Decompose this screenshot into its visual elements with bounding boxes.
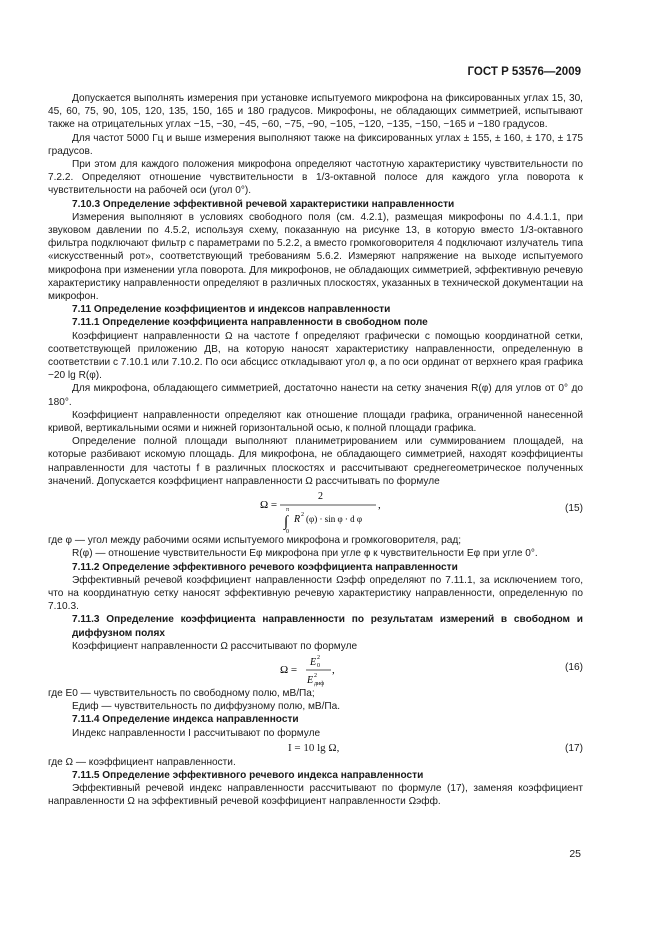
- paragraph: Коэффициент направленности Ω рассчитывают по формуле: [72, 640, 358, 652]
- formula-number: (17): [565, 742, 583, 754]
- formula-16-den-sub: диф: [314, 680, 325, 687]
- document-header: ГОСТ Р 53576—2009: [467, 66, 581, 78]
- paragraph: где φ — угол между рабочими осями испытуемого микрофона и громкоговорителя, рад;: [48, 535, 462, 547]
- formula-16: [48, 653, 583, 687]
- formula-15: [48, 488, 583, 534]
- paragraph: R(φ) — отношение чувствительности Eφ микрофона при угле φ к чувствительности Eφ при угле 0°.: [72, 548, 538, 560]
- section-heading: 7.11.2 Определение эффективного речевого коэффициента направленности: [72, 561, 458, 573]
- paragraph: где Ω — коэффициент направленности.: [48, 756, 236, 768]
- paragraph: Коэффициент направленности определяют как отношение площади графика, ограниченной нанесенной кривой, вертикальными осями и нижней горизонтальной осью, к полной площади графика.: [48, 409, 583, 435]
- formula-number: (16): [565, 661, 583, 673]
- paragraph: Измерения выполняют в условиях свободного поля (см. 4.2.1), размещая микрофоны по 4.4.1.1, при звуковом давлении по 4.5.2, используя схему, показанную на рисунке 13, в которую вместо 1/3-октавного фильтра подключают фильтр с параметрами по 5.2.2, а вместо громкоговорителя 4 подключают излучатель типа «искусственный рот», соответствующий требованиям 5.6.2. Измеряют напряжение на выходе испытуемого микрофона при изменении угла поворота. Для микрофонов, не обладающих симметрией, эффективную речевую характеристику направленности определяют в различных плоскостях, указанных в технической документации на микрофон.: [48, 211, 583, 303]
- paragraph: Eдиф — чувствительность по диффузному полю, мВ/Па.: [72, 701, 341, 713]
- formula-17-expression: I = 10 lg Ω,: [288, 741, 340, 754]
- section-heading: 7.11.1 Определение коэффициента направленности в свободном поле: [72, 317, 428, 329]
- paragraph: Для частот 5000 Гц и выше измерения выполняют также на фиксированных углах ± 155, ± 160, ± 170, ± 175 градусов.: [48, 132, 583, 157]
- page-body: [48, 92, 583, 809]
- paragraph: Допускается выполнять измерения при установке испытуемого микрофона на фиксированных углах 15, 30, 45, 60, 75, 90, 105, 120, 135, 150, 165 и 180 градусов. Микрофоны, не обладающих симметрией, испытывают также на отрицательных углах −15, −30, −45, −60, −75, −90, −105, −120, −135, −150, −165 и −180 градусов.: [48, 93, 583, 131]
- paragraph: Для микрофона, обладающего симметрией, достаточно нанести на сетку значения R(φ) для углов от 0° до 180°.: [48, 383, 583, 408]
- formula-16-lhs: Ω =: [280, 663, 298, 676]
- formula-17: [48, 740, 583, 756]
- formula-16-num-sup: 2: [317, 654, 320, 661]
- formula-16-num-E: E: [310, 656, 317, 668]
- formula-15-comma: ,: [378, 499, 381, 512]
- formula-16-graphic: [48, 653, 583, 687]
- formula-16-comma: ,: [332, 663, 335, 676]
- formula-15-R: R: [294, 514, 301, 526]
- section-heading: 7.10.3 Определение эффективной речевой характеристики направленности: [72, 198, 455, 210]
- formula-15-graphic: [48, 488, 583, 534]
- formula-15-integral: ∫: [284, 514, 289, 531]
- formula-16-den-sup: 2: [314, 672, 317, 679]
- formula-16-num-sub: 0: [317, 662, 320, 669]
- formula-15-lhs: Ω =: [260, 499, 278, 512]
- section-heading: 7.11.4 Определение индекса направленности: [72, 714, 299, 726]
- paragraph: Эффективный речевой коэффициент направленности Ωэфф определяют по 7.11.1, за исключением того, что на координатную сетку наносят эффективную речевую характеристику направленности, определенную по 7.10.3.: [48, 574, 583, 613]
- section-heading: 7.11.5 Определение эффективного речевого индекса направленности: [72, 769, 424, 781]
- paragraph: где E0 — чувствительность по свободному полю, мВ/Па;: [48, 687, 315, 699]
- paragraph: При этом для каждого положения микрофона определяют частотную характеристику чувствительности по 7.2.2. Определяют отношение чувствительности в 1/3-октавной полосе для каждого угла поворота к чувствительности на рабочей оси (угол 0°).: [48, 159, 583, 197]
- formula-number: (15): [565, 503, 583, 515]
- section-heading: 7.11.3 Определение коэффициента направленности по результатам измерений в свободном и диффузном полях: [72, 614, 583, 639]
- formula-15-power: 2: [301, 512, 304, 519]
- formula-15-numerator: 2: [318, 491, 323, 503]
- paragraph: Коэффициент направленности Ω на частоте f определяют графически с помощью координатной сетки, соответствующей приложению ДВ, на которую наносят характеристику направленности, определенную в соответствии с 7.10.1 или 7.10.2. По оси абсцисс откладывают угол φ, а по оси ординат от верхнего края графика −20 lg R(φ).: [48, 330, 583, 382]
- paragraph: Определение полной площади выполняют планиметрированием или суммированием площадей, на которые разбивают искомую площадь. Для микрофона, не обладающего симметрией, находят коэффициенты направленности для частоты f в различных плоскостях и рассчитывают среднегеометрическое полученных значений. Допускается коэффициент направленности Ω рассчитывать по формуле: [48, 436, 583, 487]
- section-heading: 7.11 Определение коэффициентов и индексов направленности: [72, 304, 391, 316]
- paragraph: Индекс направленности I рассчитывают по формуле: [72, 727, 321, 739]
- formula-15-upper-limit: π: [286, 507, 290, 514]
- formula-15-integrand: (φ) · sin φ · d φ: [306, 514, 363, 525]
- formula-16-den-E: E: [307, 674, 314, 686]
- formula-15-lower-limit: 0: [286, 529, 289, 535]
- paragraph: Эффективный речевой индекс направленности рассчитывают по формуле (17), заменяя коэффициент направленности Ω на эффективный речевой коэффициент направленности Ωэфф.: [48, 783, 583, 808]
- page-number: 25: [569, 848, 581, 860]
